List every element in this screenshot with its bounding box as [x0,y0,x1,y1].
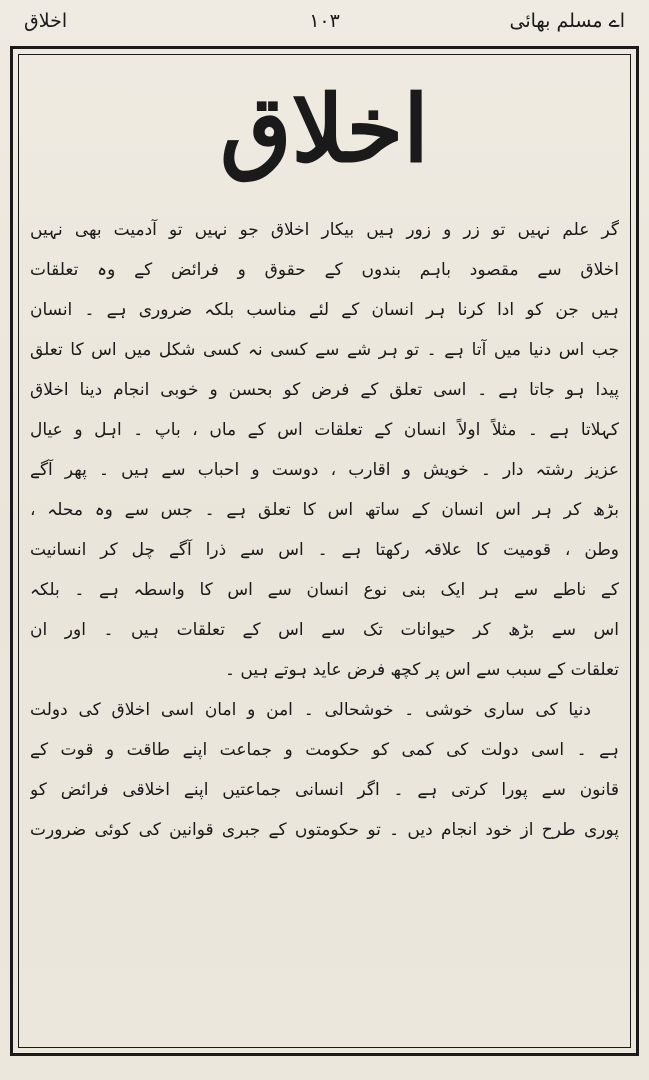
text-line: اخلاق سے مقصود باہم بندوں کے حقوق و فرائض کے وہ تعلقات [30,260,619,280]
text-line: پیدا ہو جاتا ہے ۔ اسی تعلق کے فرض کو بحسن و خوبی انجام دینا اخلاق [30,380,619,400]
text-line: کے ناطے سے ہر ایک بنی نوع انسان سے اس کا واسطہ ہے ۔ بلکہ [30,580,619,600]
book-title: اے مسلم بھائی [509,10,625,32]
body-text [30,210,619,850]
text-line: کہلاتا ہے ۔ مثلاً اولاً انسان کے تعلقات اس کے ماں ، باپ ۔ اہل و عیال [30,420,619,440]
text-line: وطن ، قومیت کا علاقہ رکھتا ہے ۔ اس سے ذرا آگے چل کر انسانیت [30,540,619,560]
chapter-title: اخلاق [24,10,68,32]
text-line: دنیا کی ساری خوشی ۔ خوشحالی ۔ امن و امان اسی اخلاق کی دولت [30,700,591,720]
text-line: تعلقات کے سبب سے اس پر کچھ فرض عاید ہوتے ہیں ۔ [225,660,619,680]
text-line: جب اس دنیا میں آتا ہے ۔ تو ہر شے سے کسی نہ کسی شکل میں اس کا تعلق [30,340,619,360]
text-line: قانون سے پورا کرتی ہے ۔ اگر انسانی جماعتیں اپنے اخلاقی فرائض کو [30,780,619,800]
text-line: پوری طرح از خود انجام دیں ۔ تو حکومتوں کے جبری قوانین کی کوئی ضرورت [30,820,619,840]
text-line: عزیز رشتہ دار ۔ خویش و اقارب ، دوست و احباب سے ہیں ۔ پھر آگے [30,460,619,480]
text-line: ہیں جن کو ادا کرنا ہر انسان کے لئے مناسب بلکہ ضروری ہے ۔ انسان [30,300,619,320]
text-line: اس سے بڑھ کر حیوانات تک سے اس کے تعلقات ہیں ۔ اور ان [30,620,619,640]
text-line: بڑھ کر ہر اس انسان کے ساتھ اس کا تعلق ہے ۔ جس سے وہ محلہ ، [30,500,619,520]
running-head [24,10,625,40]
page-title: اخلاق [220,75,429,183]
page-number: ۱۰۳ [309,10,340,32]
text-line: ہے ۔ اسی دولت کی کمی کو حکومت و جماعت اپنے طاقت و قوت کے [30,740,619,760]
couplet: گر علم نہیں تو زر و زور ہیں بیکار اخلاق جو نہیں تو آدمیت بھی نہیں [30,220,619,240]
